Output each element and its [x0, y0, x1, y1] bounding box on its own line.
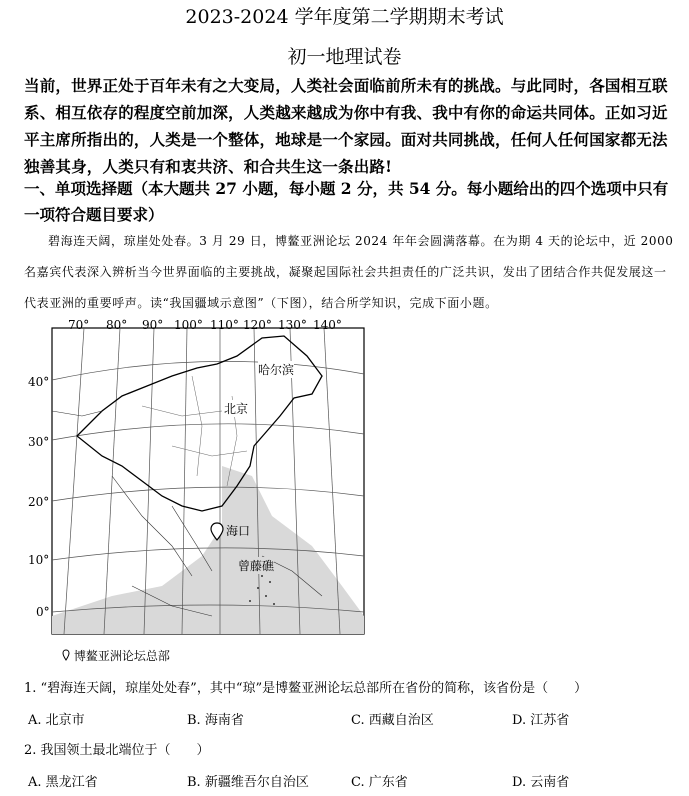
- longitude-label: 130°: [278, 318, 307, 332]
- question-2-option-a[interactable]: A. 黑龙江省: [28, 775, 98, 790]
- longitude-label: 70°: [68, 318, 90, 332]
- city-label-harbin: 哈尔滨: [258, 363, 295, 377]
- map-graphic: [22, 316, 367, 646]
- question-1-option-c[interactable]: C. 西藏自治区: [351, 713, 434, 728]
- question-1-option-b[interactable]: B. 海南省: [187, 713, 244, 728]
- longitude-label: 120°: [243, 318, 272, 332]
- reading-passage: 碧海连天阔，琼崖处处春。3 月 29 日，博鳌亚洲论坛 2024 年年会圆满落幕。在为期 4 天的论坛中，近 2000 名嘉宾代表深入辨析当今世界面临的主要挑战，凝聚起国际社会共担责任的广泛共识，发出了团结合作共促发展这一代表亚洲的重要呼声。读“我国疆域示意图”（下图），结合所学知识，完成下面小题。: [24, 234, 674, 310]
- longitude-label: 80°: [106, 318, 128, 332]
- question-1-option-a[interactable]: A. 北京市: [28, 713, 85, 728]
- city-label-haikou: 海口: [226, 524, 251, 538]
- exam-title: 2023-2024 学年度第二学期期末考试: [185, 6, 504, 28]
- longitude-label: 110°: [210, 318, 239, 332]
- exam-subtitle: 初一地理试卷: [287, 46, 402, 68]
- map-legend: [62, 647, 170, 664]
- location-pin-icon: [62, 649, 74, 663]
- question-2-stem: 2. 我国领土最北端位于（ ）: [24, 743, 210, 758]
- question-1-option-d[interactable]: D. 江苏省: [512, 713, 570, 728]
- section-heading: 一、单项选择题（本大题共 27 小题，每小题 2 分，共 54 分。每小题给出的四个选项中只有一项符合题目要求）: [24, 179, 669, 224]
- legend-label: 博鳌亚洲论坛总部: [73, 649, 170, 663]
- longitude-label: 100°: [174, 318, 203, 332]
- question-2-option-d[interactable]: D. 云南省: [512, 775, 570, 790]
- latitude-label: 10°: [28, 553, 50, 567]
- question-2-option-b[interactable]: B. 新疆维吾尔自治区: [187, 775, 309, 790]
- question-1-stem: 1. “碧海连天阔，琼崖处处春”，其中“琼”是博鳌亚洲论坛总部所在省份的简称，该省份是（ ）: [24, 681, 588, 696]
- latitude-label: 20°: [28, 495, 50, 509]
- latitude-label: 40°: [28, 375, 50, 389]
- latitude-label: 0°: [36, 605, 50, 619]
- intro-paragraph: 当前，世界正处于百年未有之大变局，人类社会面临前所未有的挑战。与此同时，各国相互联系、相互依存的程度空前加深，人类越来越成为你中有我、我中有你的命运共同体。正如习近平主席所指出的，人类是一个整体，地球是一个家园。面对共同挑战，任何人任何国家都无法独善其身，人类只有和衷共济、和合共生这一条出路!: [24, 76, 668, 176]
- reef-label-zengmu: 曾藤礁: [238, 559, 275, 573]
- longitude-label: 140°: [313, 318, 342, 332]
- latitude-label: 30°: [28, 435, 50, 449]
- question-2-option-c[interactable]: C. 广东省: [351, 775, 408, 790]
- city-label-beijing: 北京: [224, 402, 249, 416]
- china-territory-map: [22, 316, 367, 646]
- longitude-label: 90°: [142, 318, 164, 332]
